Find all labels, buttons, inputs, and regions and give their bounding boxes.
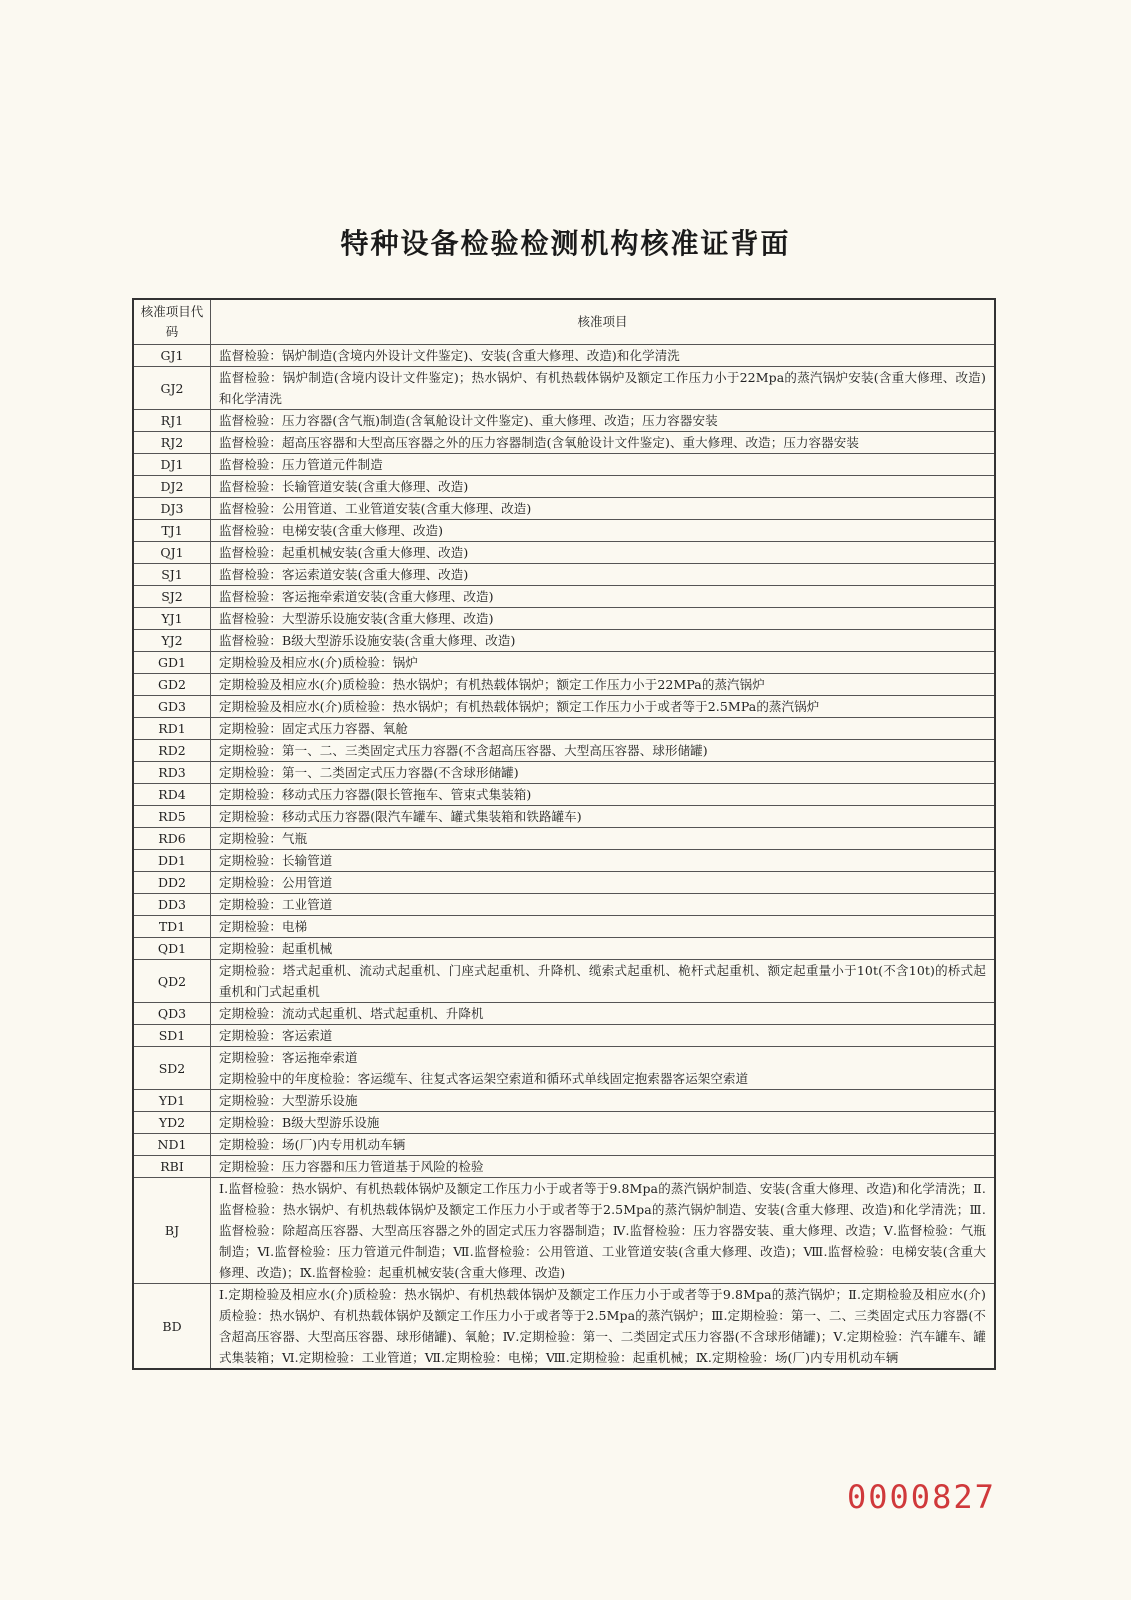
table-row: [133, 762, 995, 784]
row-item: 定期检验及相应水(介)质检验：锅炉: [211, 652, 996, 674]
row-item: 监督检验：锅炉制造(含境内外设计文件鉴定)、安装(含重大修理、改造)和化学清洗: [211, 345, 996, 367]
row-code: YJ1: [133, 608, 211, 630]
table-row: [133, 1178, 995, 1284]
row-code: RD4: [133, 784, 211, 806]
row-code: RD5: [133, 806, 211, 828]
row-code: TJ1: [133, 520, 211, 542]
row-code: DJ3: [133, 498, 211, 520]
table-row: [133, 345, 995, 367]
table-row: [133, 828, 995, 850]
row-code: GJ1: [133, 345, 211, 367]
row-code: SD1: [133, 1025, 211, 1047]
page-title: 特种设备检验检测机构核准证背面: [340, 227, 791, 260]
row-item: 监督检验：大型游乐设施安装(含重大修理、改造): [211, 608, 996, 630]
row-item: [211, 1047, 996, 1090]
row-item: 监督检验：超高压容器和大型高压容器之外的压力容器制造(含氧舱设计文件鉴定)、重大修理、改造；压力容器安装: [211, 432, 996, 454]
table-body: [133, 345, 995, 1370]
row-code: GD3: [133, 696, 211, 718]
table-header-row: [133, 299, 995, 345]
table-row: [133, 367, 995, 410]
certificate-table: [132, 298, 996, 1370]
row-code: GD1: [133, 652, 211, 674]
row-item: 监督检验：客运拖牵索道安装(含重大修理、改造): [211, 586, 996, 608]
table-row: [133, 960, 995, 1003]
table-row: [133, 652, 995, 674]
table-row: [133, 806, 995, 828]
row-item: 定期检验及相应水(介)质检验：热水锅炉；有机热载体锅炉；额定工作压力小于或者等于2.5MPa的蒸汽锅炉: [211, 696, 996, 718]
row-code: QD2: [133, 960, 211, 1003]
header-code: 核准项目代码: [133, 299, 211, 345]
table-row: [133, 608, 995, 630]
row-code: YJ2: [133, 630, 211, 652]
table-row: [133, 1047, 995, 1090]
table-row: [133, 476, 995, 498]
table-row: [133, 586, 995, 608]
row-code: DJ2: [133, 476, 211, 498]
row-item: 定期检验：场(厂)内专用机动车辆: [211, 1134, 996, 1156]
row-code: YD1: [133, 1090, 211, 1112]
table-row: [133, 718, 995, 740]
row-code: SJ2: [133, 586, 211, 608]
row-item: 监督检验：电梯安装(含重大修理、改造): [211, 520, 996, 542]
row-code: YD2: [133, 1112, 211, 1134]
row-item: 定期检验：B级大型游乐设施: [211, 1112, 996, 1134]
table-row: [133, 1134, 995, 1156]
header-item: 核准项目: [211, 299, 996, 345]
serial-number: 0000827: [847, 1478, 996, 1516]
row-code: QD1: [133, 938, 211, 960]
table-row: [133, 432, 995, 454]
row-code: TD1: [133, 916, 211, 938]
row-item: 定期检验：工业管道: [211, 894, 996, 916]
table-row: [133, 1003, 995, 1025]
row-item: 监督检验：起重机械安装(含重大修理、改造): [211, 542, 996, 564]
row-item: 定期检验：起重机械: [211, 938, 996, 960]
table-row: [133, 410, 995, 432]
row-code: DD3: [133, 894, 211, 916]
row-code: RD1: [133, 718, 211, 740]
table-row: [133, 454, 995, 476]
row-code: RD2: [133, 740, 211, 762]
row-code: RBI: [133, 1156, 211, 1178]
row-code: BJ: [133, 1178, 211, 1284]
row-item: 定期检验：塔式起重机、流动式起重机、门座式起重机、升降机、缆索式起重机、桅杆式起重机、额定起重量小于10t(不含10t)的桥式起重机和门式起重机: [211, 960, 996, 1003]
row-item: 定期检验：固定式压力容器、氧舱: [211, 718, 996, 740]
row-item-line: 定期检验中的年度检验：客运缆车、往复式客运架空索道和循环式单线固定抱索器客运架空索道: [219, 1071, 749, 1086]
row-code: BD: [133, 1284, 211, 1370]
row-code: SD2: [133, 1047, 211, 1090]
table-row: [133, 938, 995, 960]
table-row: [133, 1090, 995, 1112]
row-item-line: 定期检验：客运拖牵索道: [219, 1050, 358, 1065]
row-item: 监督检验：B级大型游乐设施安装(含重大修理、改造): [211, 630, 996, 652]
row-item: 定期检验：第一、二类固定式压力容器(不含球形储罐): [211, 762, 996, 784]
table-row: [133, 498, 995, 520]
row-item: 定期检验：长输管道: [211, 850, 996, 872]
row-code: QD3: [133, 1003, 211, 1025]
row-item: 监督检验：压力容器(含气瓶)制造(含氧舱设计文件鉴定)、重大修理、改造；压力容器安装: [211, 410, 996, 432]
table-row: [133, 696, 995, 718]
row-item: 监督检验：公用管道、工业管道安装(含重大修理、改造): [211, 498, 996, 520]
row-code: SJ1: [133, 564, 211, 586]
row-item: 定期检验：客运索道: [211, 1025, 996, 1047]
row-item: 监督检验：压力管道元件制造: [211, 454, 996, 476]
row-item: 监督检验：锅炉制造(含境内设计文件鉴定)；热水锅炉、有机热载体锅炉及额定工作压力小于22Mpa的蒸汽锅炉安装(含重大修理、改造)和化学清洗: [211, 367, 996, 410]
row-item: 定期检验：移动式压力容器(限长管拖车、管束式集装箱): [211, 784, 996, 806]
table-row: [133, 740, 995, 762]
row-item: 定期检验及相应水(介)质检验：热水锅炉；有机热载体锅炉；额定工作压力小于22MPa的蒸汽锅炉: [211, 674, 996, 696]
table-row: [133, 850, 995, 872]
table-row: [133, 542, 995, 564]
row-code: DD1: [133, 850, 211, 872]
table-row: [133, 674, 995, 696]
table-row: [133, 520, 995, 542]
table-row: [133, 630, 995, 652]
table-row: [133, 564, 995, 586]
row-item: 定期检验：气瓶: [211, 828, 996, 850]
table-row: [133, 894, 995, 916]
table-row: [133, 872, 995, 894]
row-item: 监督检验：客运索道安装(含重大修理、改造): [211, 564, 996, 586]
row-item: 定期检验：流动式起重机、塔式起重机、升降机: [211, 1003, 996, 1025]
row-code: RJ1: [133, 410, 211, 432]
row-code: DJ1: [133, 454, 211, 476]
row-code: RD3: [133, 762, 211, 784]
row-code: ND1: [133, 1134, 211, 1156]
row-item: 监督检验：长输管道安装(含重大修理、改造): [211, 476, 996, 498]
row-code: QJ1: [133, 542, 211, 564]
table-row: [133, 1025, 995, 1047]
row-code: DD2: [133, 872, 211, 894]
table-row: [133, 784, 995, 806]
row-code: RJ2: [133, 432, 211, 454]
table-row: [133, 1156, 995, 1178]
row-item: 定期检验：大型游乐设施: [211, 1090, 996, 1112]
row-item: Ⅰ.定期检验及相应水(介)质检验：热水锅炉、有机热载体锅炉及额定工作压力小于或者等于9.8Mpa的蒸汽锅炉；Ⅱ.定期检验及相应水(介)质检验：热水锅炉、有机热载体锅炉及额定工作压力小于或者等于2.5Mpa的蒸汽锅炉；Ⅲ.定期检验：第一、二、三类固定式压力容器(不含超高压容器、大型高压容器、球形储罐)、氧舱；Ⅳ.定期检验：第一、二类固定式压力容器(不含球形储罐)；Ⅴ.定期检验：汽车罐车、罐式集装箱；Ⅵ.定期检验：工业管道；Ⅶ.定期检验：电梯；Ⅷ.定期检验：起重机械；Ⅸ.定期检验：场(厂)内专用机动车辆: [211, 1284, 996, 1370]
row-item: 定期检验：移动式压力容器(限汽车罐车、罐式集装箱和铁路罐车): [211, 806, 996, 828]
table-row: [133, 1112, 995, 1134]
row-item: 定期检验：第一、二、三类固定式压力容器(不含超高压容器、大型高压容器、球形储罐): [211, 740, 996, 762]
table-row: [133, 916, 995, 938]
row-code: RD6: [133, 828, 211, 850]
row-item: 定期检验：电梯: [211, 916, 996, 938]
row-code: GJ2: [133, 367, 211, 410]
row-item: Ⅰ.监督检验：热水锅炉、有机热载体锅炉及额定工作压力小于或者等于9.8Mpa的蒸汽锅炉制造、安装(含重大修理、改造)和化学清洗；Ⅱ.监督检验：热水锅炉、有机热载体锅炉及额定工作压力小于或者等于2.5Mpa的蒸汽锅炉制造、安装(含重大修理、改造)和化学清洗；Ⅲ.监督检验：除超高压容器、大型高压容器之外的固定式压力容器制造；Ⅳ.监督检验：压力容器安装、重大修理、改造；Ⅴ.监督检验：气瓶制造；Ⅵ.监督检验：压力管道元件制造；Ⅶ.监督检验：公用管道、工业管道安装(含重大修理、改造)；Ⅷ.监督检验：电梯安装(含重大修理、改造)；Ⅸ.监督检验：起重机械安装(含重大修理、改造): [211, 1178, 996, 1284]
row-item: 定期检验：公用管道: [211, 872, 996, 894]
row-code: GD2: [133, 674, 211, 696]
table-row: [133, 1284, 995, 1370]
row-item: 定期检验：压力容器和压力管道基于风险的检验: [211, 1156, 996, 1178]
